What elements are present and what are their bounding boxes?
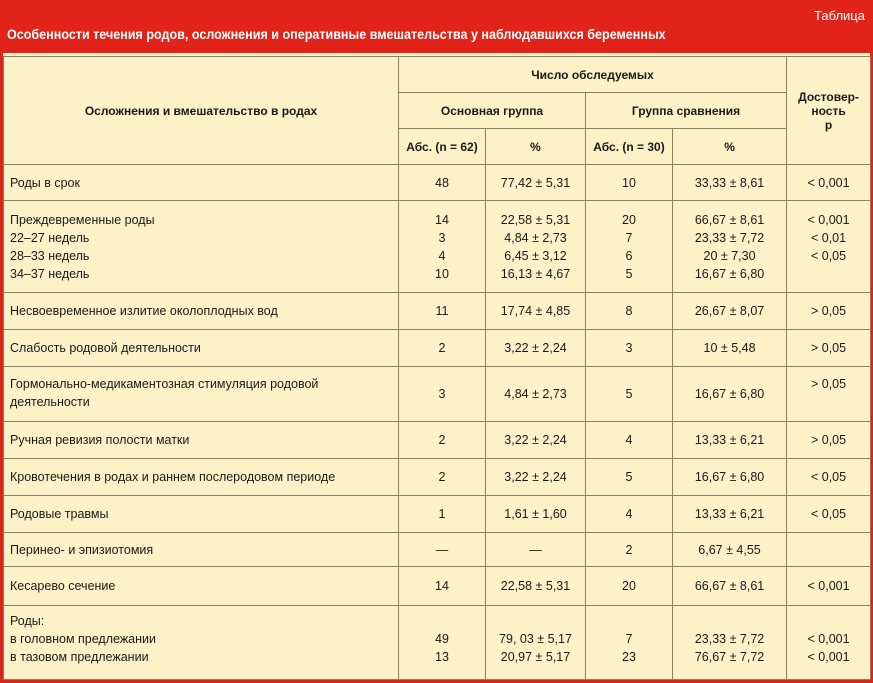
comp-abs-value-cell [586, 606, 673, 680]
main-abs-value-cell [399, 459, 486, 496]
comp-pct-value: 16,67 ± 6,80 [694, 387, 765, 401]
p-value: > 0,05 [810, 433, 847, 447]
main-pct-value: 22,58 ± 5,31 [500, 579, 571, 593]
p-value: > 0,05 [810, 304, 847, 318]
row-label-cell [4, 606, 399, 680]
comp-pct-value: 26,67 ± 8,07 [694, 304, 765, 318]
p-value [793, 612, 864, 630]
table-row [4, 567, 871, 606]
row-label: Слабость родовой деятельности [10, 341, 201, 355]
column-header-comp-pct: % [673, 129, 787, 165]
column-header-comparison-group: Группа сравнения [586, 93, 787, 129]
row-label: в тазовом предлежании [10, 650, 149, 664]
table-row [4, 165, 871, 201]
p-value: > 0,05 [810, 341, 847, 355]
p-value: < 0,001 [807, 632, 850, 646]
p-value-cell [787, 422, 871, 459]
p-value: > 0,05 [810, 377, 847, 391]
row-label: 22–27 недель [10, 231, 90, 245]
row-label-cell [4, 330, 399, 367]
main-pct-value-cell [486, 459, 586, 496]
main-pct-value-cell [486, 367, 586, 422]
column-header-reliability [787, 57, 871, 165]
main-abs-value: 13 [435, 650, 449, 664]
p-value: < 0,01 [810, 231, 847, 245]
column-header-complications: Осложнения и вмешательство в родах [4, 57, 399, 165]
comp-abs-value: 20 [622, 213, 636, 227]
main-pct-value: 22,58 ± 5,31 [500, 213, 571, 227]
comp-abs-value: 8 [625, 304, 633, 318]
comp-abs-value-cell [586, 422, 673, 459]
main-pct-value: 3,22 ± 2,24 [504, 341, 567, 355]
comp-pct-value: 16,67 ± 6,80 [694, 470, 765, 484]
comp-abs-value-cell [586, 165, 673, 201]
main-abs-value: 14 [435, 579, 449, 593]
row-label-cell [4, 165, 399, 201]
row-label: Ручная ревизия полости матки [10, 433, 190, 447]
row-label-cell [4, 496, 399, 533]
main-abs-value: 4 [438, 249, 446, 263]
comp-abs-value [592, 612, 666, 630]
main-pct-value-cell [486, 165, 586, 201]
comp-abs-value: 4 [625, 507, 633, 521]
p-value [793, 265, 864, 283]
row-label-cell [4, 533, 399, 567]
column-header-comp-abs: Абс. (n = 30) [586, 129, 673, 165]
comp-abs-value: 10 [622, 175, 636, 190]
row-label: Кесарево сечение [10, 579, 116, 593]
p-value-cell [787, 201, 871, 293]
main-abs-value: 49 [435, 632, 449, 646]
comp-abs-value: 5 [625, 470, 633, 484]
comp-pct-value: 33,33 ± 8,61 [694, 175, 765, 190]
main-pct-value: 3,22 ± 2,24 [504, 433, 567, 447]
main-pct-value-cell [486, 533, 586, 567]
table-row [4, 201, 871, 293]
table-label: Таблица [814, 8, 865, 23]
comp-abs-value-cell [586, 496, 673, 533]
comp-pct-value-cell [673, 567, 787, 606]
row-label: Роды: [10, 614, 45, 628]
comp-abs-value: 4 [625, 433, 633, 447]
p-value-cell [787, 165, 871, 201]
comp-pct-value-cell [673, 496, 787, 533]
comp-pct-value-cell [673, 533, 787, 567]
main-abs-value-cell [399, 422, 486, 459]
reliability-line-1: Достовер- [798, 89, 859, 104]
row-label: в головном предлежании [10, 632, 157, 646]
main-abs-value: 2 [438, 433, 446, 447]
row-label-cell [4, 422, 399, 459]
comp-pct-value: 13,33 ± 6,21 [694, 507, 765, 521]
table-row [4, 367, 871, 422]
comp-abs-value: 20 [622, 579, 636, 593]
comp-abs-value-cell [586, 330, 673, 367]
row-label: 34–37 недель [10, 267, 90, 281]
comp-pct-value [679, 612, 780, 630]
row-label: деятельности [10, 395, 90, 409]
main-abs-value-cell [399, 165, 486, 201]
comp-pct-value: 76,67 ± 7,72 [694, 650, 765, 664]
table-row [4, 293, 871, 330]
main-pct-value: 3,22 ± 2,24 [504, 470, 567, 484]
main-abs-value: 1 [438, 507, 446, 521]
comp-abs-value: 3 [625, 341, 633, 355]
comp-pct-value: 20 ± 7,30 [703, 249, 756, 263]
comp-pct-value-cell [673, 201, 787, 293]
main-abs-value: 14 [435, 213, 449, 227]
row-label: Преждевременные роды [10, 213, 155, 227]
table-row [4, 533, 871, 567]
comp-abs-value: 5 [625, 267, 633, 281]
table-row [4, 606, 871, 680]
main-pct-value-cell [486, 293, 586, 330]
row-label-cell [4, 567, 399, 606]
p-value-cell [787, 567, 871, 606]
comp-abs-value-cell [586, 533, 673, 567]
p-value: < 0,05 [810, 507, 847, 521]
p-value: < 0,001 [807, 175, 850, 190]
comp-pct-value: 66,67 ± 8,61 [694, 579, 765, 593]
p-value: < 0,05 [810, 470, 847, 484]
comp-pct-value-cell [673, 165, 787, 201]
main-pct-value: 16,13 ± 4,67 [500, 267, 571, 281]
comp-pct-value: 16,67 ± 6,80 [694, 267, 765, 281]
main-pct-value: 4,84 ± 2,73 [504, 231, 567, 245]
p-value-cell [787, 330, 871, 367]
comp-pct-value: 10 ± 5,48 [703, 341, 756, 355]
comp-pct-value-cell [673, 293, 787, 330]
comp-abs-value: 23 [622, 650, 636, 664]
comp-abs-value: 7 [625, 632, 633, 646]
main-pct-value-cell [486, 606, 586, 680]
p-value [793, 541, 864, 559]
table-title: Особенности течения родов, осложнения и оперативные вмешательства у наблюдавшихся беременных [7, 27, 666, 42]
comp-abs-value: 2 [625, 542, 633, 557]
p-value-cell [787, 459, 871, 496]
row-label: Перинео- и эпизиотомия [10, 542, 154, 557]
comp-pct-value: 23,33 ± 7,72 [694, 632, 765, 646]
table-row [4, 459, 871, 496]
column-header-main-abs: Абс. (n = 62) [399, 129, 486, 165]
comp-pct-value-cell [673, 367, 787, 422]
p-value: < 0,001 [807, 579, 850, 593]
main-pct-value-cell [486, 201, 586, 293]
column-header-examined: Число обследуемых [399, 57, 787, 93]
column-header-main-group: Основная группа [399, 93, 586, 129]
p-value: < 0,001 [807, 650, 850, 664]
comp-abs-value: 7 [625, 231, 633, 245]
table-row [4, 496, 871, 533]
row-label-cell [4, 293, 399, 330]
reliability-line-2: ность [811, 103, 846, 118]
main-pct-value: 77,42 ± 5,31 [500, 175, 571, 190]
main-pct-value: 4,84 ± 2,73 [504, 387, 567, 401]
comp-pct-value-cell [673, 459, 787, 496]
comp-pct-value: 66,67 ± 8,61 [694, 213, 765, 227]
row-label-cell [4, 201, 399, 293]
main-abs-value: 11 [435, 304, 449, 318]
reliability-line-3: p [824, 117, 833, 132]
main-abs-value-cell [399, 606, 486, 680]
comp-pct-value: 13,33 ± 6,21 [694, 433, 765, 447]
table-row [4, 330, 871, 367]
main-abs-value [405, 612, 479, 630]
main-abs-value-cell [399, 533, 486, 567]
main-abs-value: 3 [438, 387, 446, 401]
row-label: Родовые травмы [10, 507, 109, 521]
comp-pct-value: 23,33 ± 7,72 [694, 231, 765, 245]
comp-pct-value: 6,67 ± 4,55 [698, 542, 761, 557]
main-abs-value: — [435, 542, 449, 557]
row-label: Гормонально-медикаментозная стимуляция родовой [10, 377, 319, 391]
comp-abs-value-cell [586, 293, 673, 330]
main-pct-value: 79, 03 ± 5,17 [499, 632, 572, 646]
main-abs-value-cell [399, 330, 486, 367]
main-abs-value-cell [399, 496, 486, 533]
main-pct-value-cell [486, 330, 586, 367]
main-pct-value-cell [486, 496, 586, 533]
main-pct-value: 1,61 ± 1,60 [504, 507, 567, 521]
p-value: < 0,001 [807, 213, 850, 227]
comp-pct-value-cell [673, 330, 787, 367]
main-abs-value-cell [399, 293, 486, 330]
main-abs-value-cell [399, 201, 486, 293]
main-abs-value: 48 [435, 175, 449, 190]
main-pct-value-cell [486, 422, 586, 459]
table-body [4, 165, 871, 680]
row-label: Несвоевременное излитие околоплодных вод [10, 304, 278, 318]
row-label-cell [4, 367, 399, 422]
main-pct-value: — [529, 542, 542, 557]
main-abs-value: 2 [438, 470, 446, 484]
main-abs-value: 3 [438, 231, 446, 245]
main-abs-value: 2 [438, 341, 446, 355]
main-pct-value-cell [486, 567, 586, 606]
comp-pct-value-cell [673, 422, 787, 459]
p-value-cell [787, 367, 871, 422]
main-pct-value: 17,74 ± 4,85 [500, 304, 571, 318]
comp-abs-value-cell [586, 459, 673, 496]
row-label: Роды в срок [10, 175, 80, 190]
comp-abs-value: 6 [625, 249, 633, 263]
comp-abs-value: 5 [625, 387, 633, 401]
comp-abs-value-cell [586, 367, 673, 422]
p-value-cell [787, 496, 871, 533]
p-value: < 0,05 [810, 249, 847, 263]
comp-abs-value-cell [586, 201, 673, 293]
row-label: 28–33 недель [10, 249, 90, 263]
column-header-main-pct: % [486, 129, 586, 165]
comp-pct-value-cell [673, 606, 787, 680]
main-pct-value: 6,45 ± 3,12 [504, 249, 567, 263]
p-value-cell [787, 293, 871, 330]
table-header-bar [0, 0, 873, 53]
main-pct-value: 20,97 ± 5,17 [500, 650, 571, 664]
row-label: Кровотечения в родах и раннем послеродовом периоде [10, 470, 336, 484]
p-value-cell [787, 533, 871, 567]
data-table [3, 56, 871, 680]
table-row [4, 422, 871, 459]
main-abs-value-cell [399, 367, 486, 422]
main-abs-value: 10 [435, 267, 449, 281]
row-label-cell [4, 459, 399, 496]
p-value-cell [787, 606, 871, 680]
main-pct-value [492, 612, 579, 630]
comp-abs-value-cell [586, 567, 673, 606]
main-abs-value-cell [399, 567, 486, 606]
